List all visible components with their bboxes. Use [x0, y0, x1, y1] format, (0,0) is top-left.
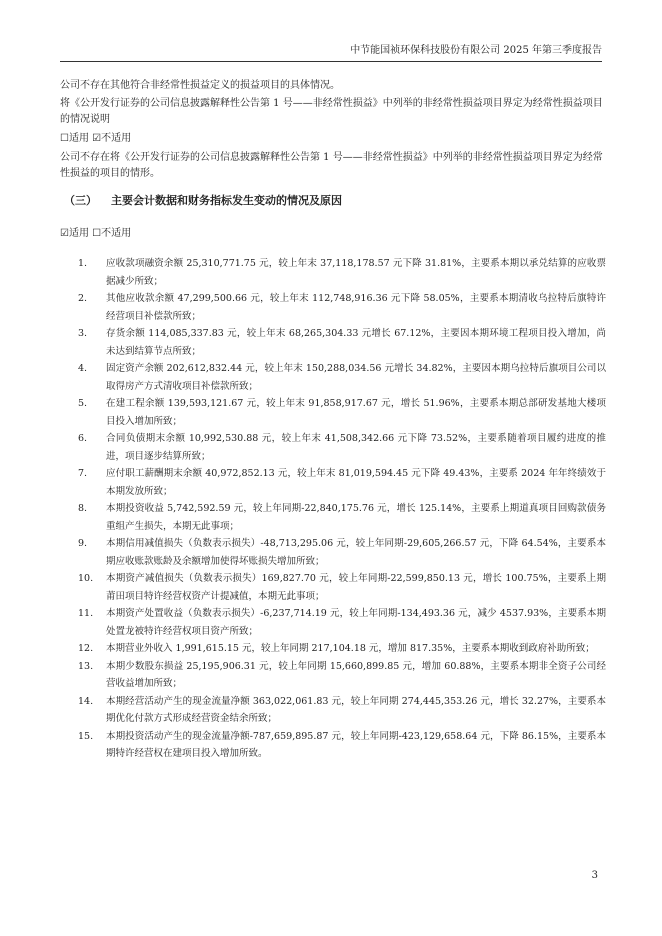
list-item — [78, 570, 606, 605]
list-item — [78, 360, 606, 395]
list-item-number: 9. — [78, 538, 88, 549]
section-applicability: ☑适用 ☐不适用 — [60, 228, 132, 239]
list-item-text: 合同负债期末余额 10,992,530.88 元，较上年末 41,508,342.66 元下降 73.52%，主要系随着项目履约进度的推进，项目逐步结算所致； — [106, 433, 606, 462]
list-item-text: 本期信用减值损失（负数表示损失）-48,713,295.06 元，较上年同期-29,605,266.57 元，下降 64.54%，主要系本期应收账款账龄及余额增加使得坏账损失增加所致； — [106, 538, 606, 567]
list-item — [78, 500, 606, 535]
intro-line-2: 将《公开发行证券的公司信息披露解释性公告第 1 号——非经常性损益》中列举的非经常性损益项目界定为经常性损益项目的情况说明 — [60, 98, 603, 125]
section-number: （三） — [64, 194, 97, 207]
list-item-number: 10. — [78, 573, 94, 584]
list-item-number: 7. — [78, 468, 88, 479]
list-item-text: 本期少数股东损益 25,195,906.31 元，较上年同期 15,660,899.85 元，增加 60.88%，主要系本期非全资子公司经营收益增加所致； — [106, 660, 606, 689]
list-item-text: 本期投资活动产生的现金流量净额-787,659,895.87 元，较上年同期-423,129,658.64 元，下降 86.15%，主要系本期特许经营权在建项目投入增加所致。 — [106, 730, 606, 759]
list-item — [78, 728, 606, 763]
list-item-text: 固定资产余额 202,612,832.44 元，较上年末 150,288,034.56 元增长 34.82%，主要因本期乌拉特后旗项目公司以取得房产方式清收项目补偿款所致； — [106, 363, 606, 392]
section-heading — [64, 193, 342, 209]
list-item — [78, 395, 606, 430]
list-item — [78, 430, 606, 465]
list-item — [78, 640, 606, 658]
list-item-text: 存货余额 114,085,337.83 元，较上年末 68,265,304.33 元增长 67.12%，主要因本期环境工程项目投入增加，尚未达到结算节点所致； — [106, 328, 606, 357]
list-item-number: 2. — [78, 293, 88, 304]
list-item-number: 12. — [78, 643, 94, 654]
list-item-text: 应付职工薪酬期末余额 40,972,852.13 元，较上年末 81,019,594.45 元下降 49.43%，主要系 2024 年年终绩效于本期发放所致； — [106, 468, 606, 497]
list-item-text: 本期资产减值损失（负数表示损失）169,827.70 元，较上年同期-22,599,850.13 元，增长 100.75%，主要系上期莆田项目特许经营权资产计提减值，本期无此事项； — [106, 573, 606, 602]
list-item — [78, 255, 606, 290]
list-item — [78, 658, 606, 693]
list-item — [78, 693, 606, 728]
list-item-text: 本期资产处置收益（负数表示损失）-6,237,714.19 元，较上年同期-134,493.36 元，减少 4537.93%，主要系本期处置龙被特许经营权项目资产所致； — [106, 608, 606, 637]
list-item-text: 其他应收款余额 47,299,500.66 元，较上年末 112,748,916.36 元下降 58.05%，主要系本期清收乌拉特后旗特许经营项目补偿款所致； — [106, 293, 606, 322]
list-item — [78, 535, 606, 570]
list-item-number: 6. — [78, 433, 88, 444]
list-item — [78, 465, 606, 500]
intro-applicability: ☐适用 ☑不适用 — [60, 133, 132, 144]
intro-line-3: 公司不存在将《公开发行证券的公司信息披露解释性公告第 1 号——非经常性损益》中列举的非经常性损益项目界定为经常性损益的项目的情形。 — [60, 152, 603, 179]
list-item-number: 14. — [78, 695, 94, 707]
list-item-number: 8. — [78, 503, 88, 514]
list-item-number: 13. — [78, 660, 94, 672]
intro-line-1: 公司不存在其他符合非经常性损益定义的损益项目的具体情况。 — [60, 80, 340, 91]
list-item — [78, 325, 606, 360]
list-item-number: 1. — [78, 258, 88, 269]
page-header: 中节能国祯环保科技股份有限公司 2025 年第三季度报告 — [60, 44, 602, 62]
change-reasons-list — [78, 255, 606, 763]
list-item-text: 本期投资收益 5,742,592.59 元，较上年同期-22,840,175.76 元，增长 125.14%，主要系上期道真项目回购款债务重组产生损失，本期无此事项； — [106, 503, 606, 532]
list-item-number: 15. — [78, 730, 94, 742]
list-item-text: 本期经营活动产生的现金流量净额 363,022,061.83 元，较上年同期 274,445,353.26 元，增长 32.27%，主要系本期优化付款方式形成经营资金结余所致； — [106, 695, 606, 724]
page-number: 3 — [591, 870, 598, 881]
list-item-number: 4. — [78, 363, 88, 374]
list-item-text: 在建工程余额 139,593,121.67 元，较上年末 91,858,917.67 元，增长 51.96%，主要系本期总部研发基地大楼项目投入增加所致； — [106, 398, 606, 427]
list-item — [78, 605, 606, 640]
list-item-number: 5. — [78, 398, 88, 409]
list-item-number: 3. — [78, 328, 88, 339]
list-item-number: 11. — [78, 608, 94, 619]
list-item-text: 应收款项融资余额 25,310,771.75 元，较上年末 37,118,178.57 元下降 31.81%，主要系本期以承兑结算的应收票据减少所致； — [106, 258, 606, 287]
section-title: 主要会计数据和财务指标发生变动的情况及原因 — [111, 194, 342, 207]
list-item — [78, 290, 606, 325]
list-item-text: 本期营业外收入 1,991,615.15 元，较上年同期 217,104.18 元，增加 817.35%，主要系本期收到政府补助所致； — [106, 643, 595, 654]
